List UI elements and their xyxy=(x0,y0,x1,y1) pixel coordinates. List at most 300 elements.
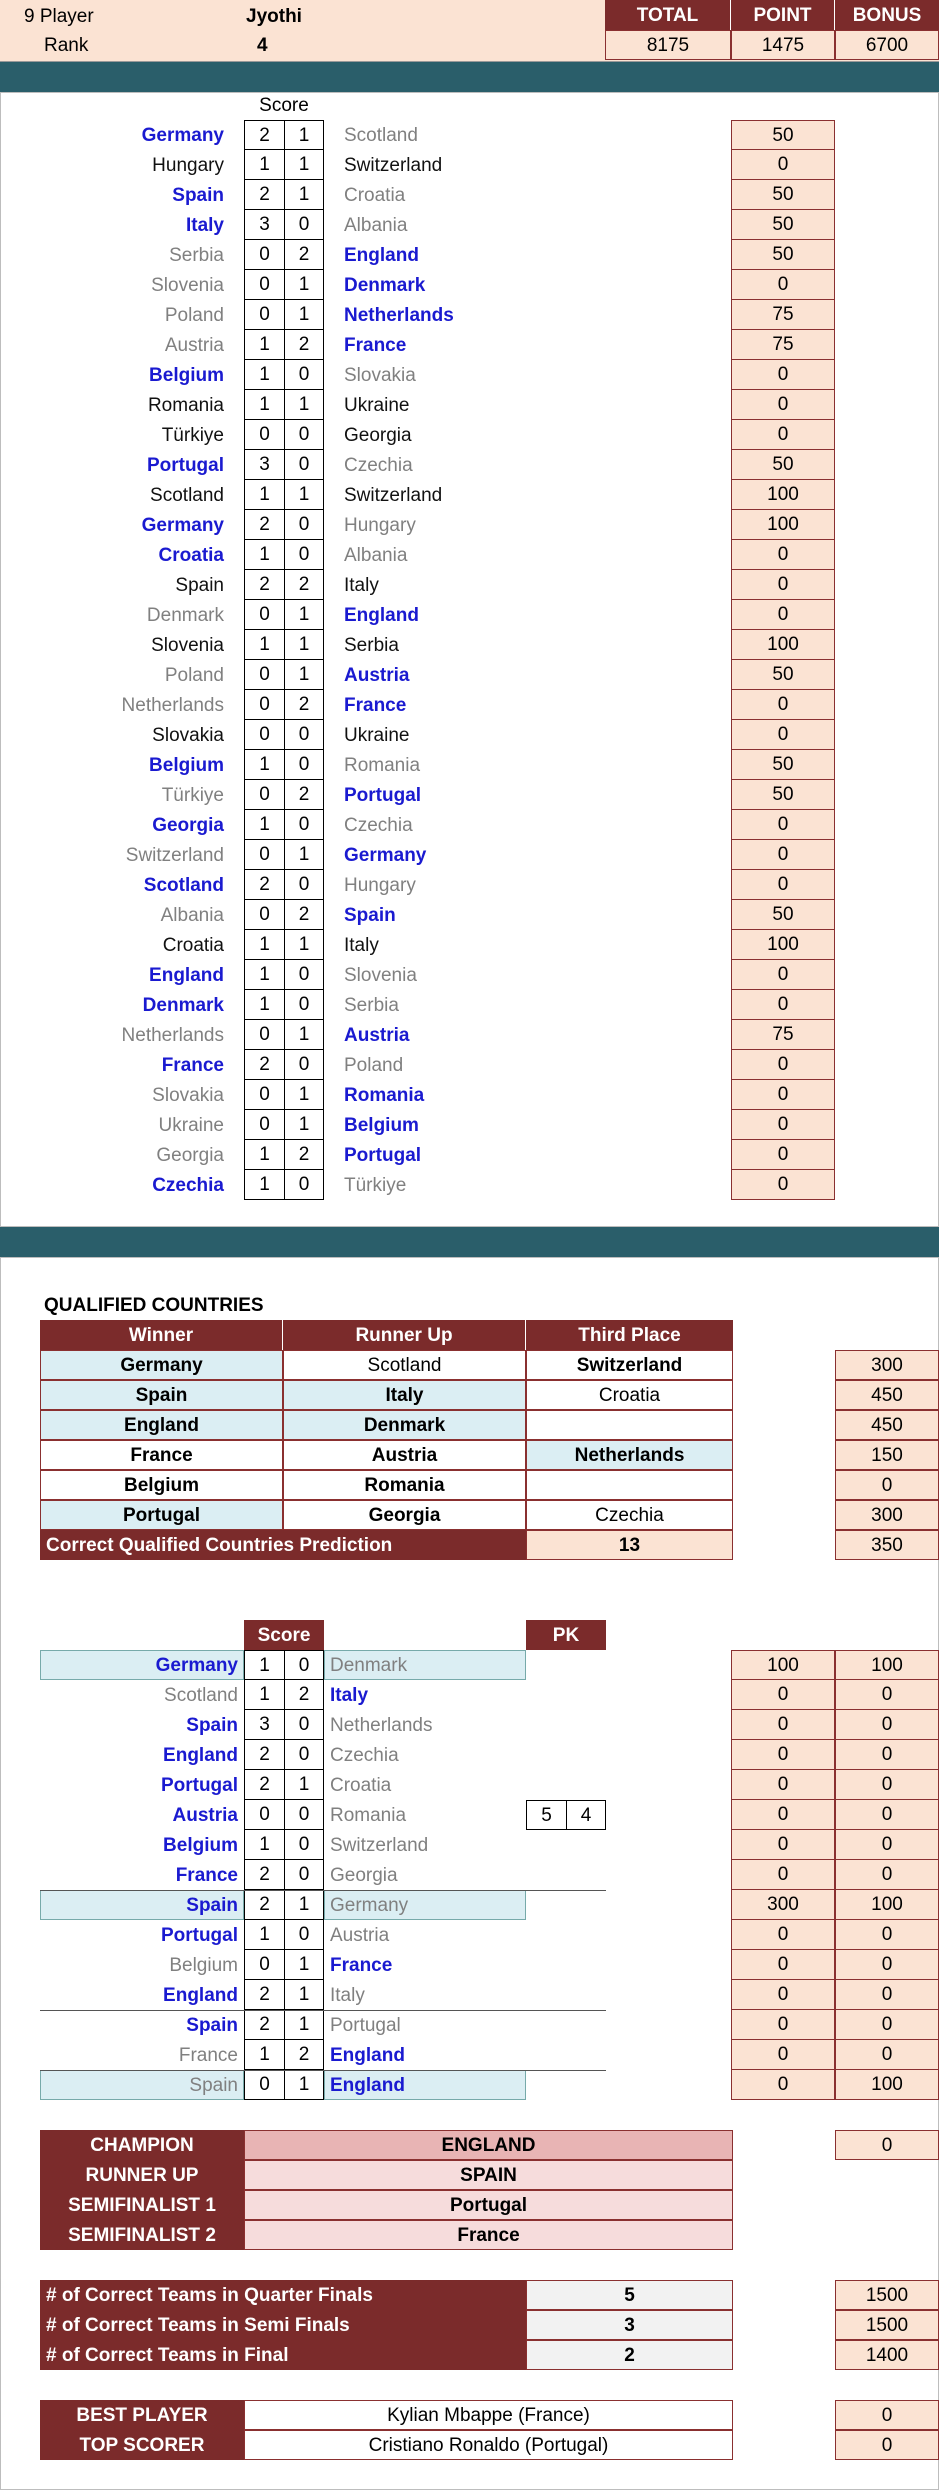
group-home-team: Denmark xyxy=(146,604,224,626)
group-home-score: 0 xyxy=(244,840,284,870)
qf-correct-value: 5 xyxy=(526,2280,733,2310)
group-away-team: Portugal xyxy=(344,1144,422,1166)
group-home-score: 0 xyxy=(244,420,284,450)
group-home-score: 0 xyxy=(244,1020,284,1050)
best-player-points: 0 xyxy=(835,2400,939,2430)
knockout-home-team: Spain xyxy=(186,2014,238,2036)
knockout-home-team: Portugal xyxy=(160,1774,238,1796)
sf-correct-value: 3 xyxy=(526,2310,733,2340)
knockout-home-team: Austria xyxy=(172,1804,238,1826)
qualified-runner-up: Scotland xyxy=(283,1350,526,1380)
knockout-match-points: 0 xyxy=(731,1680,835,1710)
group-match-points: 50 xyxy=(731,780,835,810)
group-away-score: 0 xyxy=(284,1050,324,1080)
group-home-score: 0 xyxy=(244,1110,284,1140)
group-away-score: 0 xyxy=(284,360,324,390)
group-away-score: 1 xyxy=(284,180,324,210)
group-away-score: 2 xyxy=(284,570,324,600)
knockout-away-team: France xyxy=(330,1954,393,1976)
knockout-away-score: 0 xyxy=(284,1800,324,1830)
knockout-pk-header: PK xyxy=(526,1620,606,1650)
group-home-score: 1 xyxy=(244,1170,284,1200)
group-home-team: Spain xyxy=(175,574,224,596)
qualified-row-points: 0 xyxy=(835,1470,939,1500)
qualified-winner: Belgium xyxy=(40,1470,283,1500)
qualified-winner: Spain xyxy=(40,1380,283,1410)
group-match-points: 0 xyxy=(731,1050,835,1080)
group-away-score: 0 xyxy=(284,420,324,450)
group-home-team: Türkiye xyxy=(161,424,224,446)
knockout-away-team: Italy xyxy=(330,1684,369,1706)
group-match-points: 50 xyxy=(731,210,835,240)
qualified-runner-up: Georgia xyxy=(283,1500,526,1530)
group-home-team: Ukraine xyxy=(158,1114,224,1136)
group-away-score: 1 xyxy=(284,120,324,150)
group-match-points: 75 xyxy=(731,300,835,330)
group-home-score: 1 xyxy=(244,480,284,510)
group-home-score: 2 xyxy=(244,570,284,600)
group-home-team: Hungary xyxy=(152,154,224,176)
knockout-away-team: Croatia xyxy=(330,1774,392,1796)
section-divider-middle xyxy=(0,1227,939,1257)
knockout-match-points: 0 xyxy=(731,1800,835,1830)
knockout-away-score: 2 xyxy=(284,2040,324,2070)
group-home-team: Scotland xyxy=(150,484,224,506)
rank-value: 4 xyxy=(257,34,268,56)
group-away-score: 1 xyxy=(284,660,324,690)
group-match-points: 0 xyxy=(731,960,835,990)
knockout-home-team: England xyxy=(163,1744,238,1766)
group-home-team: Belgium xyxy=(149,754,224,776)
semifinalist-1-value: Portugal xyxy=(244,2190,733,2220)
knockout-score-header: Score xyxy=(244,1620,324,1650)
group-home-score: 1 xyxy=(244,390,284,420)
group-away-team: Croatia xyxy=(344,184,406,206)
knockout-home-score: 2 xyxy=(244,1860,284,1890)
knockout-away-score: 2 xyxy=(284,1680,324,1710)
knockout-match-points: 0 xyxy=(731,1920,835,1950)
group-home-team: Slovakia xyxy=(152,1084,224,1106)
knockout-away-score: 0 xyxy=(284,1830,324,1860)
qualified-winner: Portugal xyxy=(40,1500,283,1530)
group-home-score: 0 xyxy=(244,780,284,810)
player-label: 9 Player xyxy=(24,5,94,27)
group-match-points: 100 xyxy=(731,930,835,960)
knockout-away-team: Denmark xyxy=(330,1654,408,1676)
runner-up-label: RUNNER UP xyxy=(40,2160,244,2190)
knockout-home-team: Germany xyxy=(155,1654,238,1676)
semifinalist-2-label: SEMIFINALIST 2 xyxy=(40,2220,244,2250)
knockout-away-team: Romania xyxy=(330,1804,407,1826)
knockout-match-bonus: 0 xyxy=(835,1950,939,1980)
knockout-match-bonus: 0 xyxy=(835,1710,939,1740)
group-home-team: Germany xyxy=(141,124,224,146)
knockout-home-score: 2 xyxy=(244,1740,284,1770)
group-away-team: Austria xyxy=(344,1024,410,1046)
group-match-points: 0 xyxy=(731,150,835,180)
group-home-team: Austria xyxy=(164,334,224,356)
knockout-pk-home: 5 xyxy=(526,1800,566,1830)
group-home-team: Georgia xyxy=(152,814,224,836)
group-away-team: Italy xyxy=(344,934,379,956)
group-away-score: 1 xyxy=(284,1020,324,1050)
group-away-score: 0 xyxy=(284,990,324,1020)
group-home-score: 0 xyxy=(244,660,284,690)
group-home-score: 1 xyxy=(244,930,284,960)
qualified-winner: France xyxy=(40,1440,283,1470)
group-match-points: 50 xyxy=(731,120,835,150)
knockout-match-bonus: 0 xyxy=(835,2040,939,2070)
group-home-score: 1 xyxy=(244,810,284,840)
knockout-home-team: Belgium xyxy=(169,1954,238,1976)
group-home-score: 2 xyxy=(244,180,284,210)
group-away-score: 1 xyxy=(284,840,324,870)
group-away-score: 1 xyxy=(284,390,324,420)
group-match-points: 0 xyxy=(731,1170,835,1200)
group-home-score: 0 xyxy=(244,690,284,720)
group-home-score: 0 xyxy=(244,600,284,630)
rank-label: Rank xyxy=(44,34,89,56)
group-away-score: 2 xyxy=(284,690,324,720)
group-home-score: 0 xyxy=(244,900,284,930)
knockout-match-bonus: 100 xyxy=(835,1890,939,1920)
group-home-team: Slovenia xyxy=(151,274,224,296)
knockout-away-score: 0 xyxy=(284,1650,324,1680)
qualified-runner-up: Romania xyxy=(283,1470,526,1500)
group-home-score: 1 xyxy=(244,990,284,1020)
knockout-match-points: 0 xyxy=(731,1860,835,1890)
top-scorer-points: 0 xyxy=(835,2430,939,2460)
final-correct-label: # of Correct Teams in Final xyxy=(40,2340,526,2370)
section-divider-top xyxy=(0,62,939,92)
knockout-away-score: 1 xyxy=(284,2070,324,2100)
group-away-score: 2 xyxy=(284,330,324,360)
group-home-team: Denmark xyxy=(142,994,224,1016)
group-home-team: Poland xyxy=(164,304,224,326)
knockout-home-score: 1 xyxy=(244,1830,284,1860)
group-away-score: 1 xyxy=(284,930,324,960)
group-away-team: Scotland xyxy=(344,124,418,146)
group-match-points: 0 xyxy=(731,420,835,450)
knockout-match-points: 0 xyxy=(731,2070,835,2100)
knockout-away-team: Italy xyxy=(330,1984,365,2006)
group-home-team: Czechia xyxy=(152,1174,224,1196)
player-name: Jyothi xyxy=(246,5,302,27)
group-away-score: 0 xyxy=(284,870,324,900)
group-home-team: Croatia xyxy=(158,544,224,566)
knockout-home-score: 1 xyxy=(244,1920,284,1950)
group-match-points: 0 xyxy=(731,390,835,420)
knockout-home-score: 2 xyxy=(244,1770,284,1800)
group-home-team: England xyxy=(149,964,224,986)
group-match-points: 0 xyxy=(731,540,835,570)
group-home-score: 1 xyxy=(244,750,284,780)
correct-qualified-label: Correct Qualified Countries Prediction xyxy=(40,1530,526,1560)
qualified-row-points: 150 xyxy=(835,1440,939,1470)
qualified-row-points: 450 xyxy=(835,1410,939,1440)
group-match-points: 50 xyxy=(731,750,835,780)
group-score-label: Score xyxy=(259,94,309,116)
knockout-home-team: France xyxy=(175,1864,238,1886)
group-home-team: Portugal xyxy=(146,454,224,476)
group-home-score: 1 xyxy=(244,630,284,660)
group-match-points: 0 xyxy=(731,690,835,720)
group-match-points: 50 xyxy=(731,660,835,690)
group-home-team: Serbia xyxy=(169,244,224,266)
group-match-points: 0 xyxy=(731,600,835,630)
group-home-team: Slovakia xyxy=(152,724,224,746)
qualified-runner-up: Austria xyxy=(283,1440,526,1470)
knockout-match-bonus: 0 xyxy=(835,1830,939,1860)
knockout-match-bonus: 0 xyxy=(835,1920,939,1950)
group-home-score: 1 xyxy=(244,540,284,570)
knockout-match-bonus: 0 xyxy=(835,2010,939,2040)
knockout-home-team: Portugal xyxy=(160,1924,238,1946)
group-home-team: Germany xyxy=(141,514,224,536)
group-match-points: 0 xyxy=(731,840,835,870)
final-correct-points: 1400 xyxy=(835,2340,939,2370)
group-match-points: 0 xyxy=(731,1110,835,1140)
group-away-team: Ukraine xyxy=(344,724,410,746)
knockout-away-team: England xyxy=(330,2074,405,2096)
group-home-team: Switzerland xyxy=(125,844,224,866)
group-away-score: 1 xyxy=(284,630,324,660)
runner-up-value: SPAIN xyxy=(244,2160,733,2190)
knockout-away-score: 1 xyxy=(284,1770,324,1800)
group-home-team: Slovenia xyxy=(151,634,224,656)
group-away-score: 1 xyxy=(284,1110,324,1140)
knockout-match-points: 0 xyxy=(731,2040,835,2070)
qualified-col-third: Third Place xyxy=(526,1320,733,1350)
group-away-team: Georgia xyxy=(344,424,412,446)
knockout-match-points: 100 xyxy=(731,1650,835,1680)
group-away-team: Hungary xyxy=(344,874,416,896)
semifinalist-2-value: France xyxy=(244,2220,733,2250)
champion-label: CHAMPION xyxy=(40,2130,244,2160)
knockout-home-team: Scotland xyxy=(164,1684,238,1706)
knockout-home-score: 1 xyxy=(244,1680,284,1710)
knockout-home-score: 2 xyxy=(244,1980,284,2010)
knockout-match-points: 0 xyxy=(731,1950,835,1980)
group-away-team: Switzerland xyxy=(344,484,443,506)
group-match-points: 0 xyxy=(731,810,835,840)
qualified-third-place: Switzerland xyxy=(526,1350,733,1380)
group-away-team: Romania xyxy=(344,1084,425,1106)
group-match-points: 75 xyxy=(731,1020,835,1050)
knockout-away-score: 0 xyxy=(284,1860,324,1890)
knockout-home-score: 0 xyxy=(244,2070,284,2100)
knockout-round-separator xyxy=(40,2010,606,2011)
semifinalist-1-label: SEMIFINALIST 1 xyxy=(40,2190,244,2220)
group-away-team: Spain xyxy=(344,904,396,926)
group-away-score: 1 xyxy=(284,150,324,180)
group-match-points: 0 xyxy=(731,990,835,1020)
knockout-away-score: 0 xyxy=(284,1740,324,1770)
group-home-team: France xyxy=(161,1054,224,1076)
knockout-match-points: 0 xyxy=(731,1770,835,1800)
knockout-away-team: Czechia xyxy=(330,1744,399,1766)
group-home-score: 0 xyxy=(244,1080,284,1110)
group-match-points: 50 xyxy=(731,240,835,270)
knockout-home-team: Spain xyxy=(189,2074,238,2096)
knockout-match-points: 0 xyxy=(731,1710,835,1740)
group-away-team: Netherlands xyxy=(344,304,454,326)
qualified-row-points: 300 xyxy=(835,1500,939,1530)
group-match-points: 100 xyxy=(731,510,835,540)
group-away-team: England xyxy=(344,604,419,626)
group-away-score: 0 xyxy=(284,750,324,780)
knockout-away-score: 1 xyxy=(284,2010,324,2040)
group-away-team: Romania xyxy=(344,754,421,776)
knockout-match-bonus: 100 xyxy=(835,1650,939,1680)
group-match-points: 50 xyxy=(731,450,835,480)
group-away-team: Serbia xyxy=(344,634,399,656)
knockout-round-separator xyxy=(40,1890,606,1891)
group-home-score: 0 xyxy=(244,300,284,330)
sf-correct-label: # of Correct Teams in Semi Finals xyxy=(40,2310,526,2340)
group-match-points: 75 xyxy=(731,330,835,360)
group-match-points: 0 xyxy=(731,360,835,390)
knockout-away-score: 0 xyxy=(284,1920,324,1950)
top-scorer-value: Cristiano Ronaldo (Portugal) xyxy=(244,2430,733,2460)
knockout-home-score: 3 xyxy=(244,1710,284,1740)
qualified-third-place xyxy=(526,1470,733,1500)
qualified-row-points: 300 xyxy=(835,1350,939,1380)
group-away-score: 0 xyxy=(284,450,324,480)
group-away-score: 0 xyxy=(284,720,324,750)
knockout-match-points: 300 xyxy=(731,1890,835,1920)
group-home-score: 1 xyxy=(244,960,284,990)
knockout-pk-away: 4 xyxy=(566,1800,606,1830)
knockout-match-bonus: 0 xyxy=(835,1860,939,1890)
group-home-score: 3 xyxy=(244,450,284,480)
group-away-score: 2 xyxy=(284,780,324,810)
knockout-away-score: 0 xyxy=(284,1710,324,1740)
bonus-value: 6700 xyxy=(835,30,939,60)
group-home-team: Türkiye xyxy=(161,784,224,806)
knockout-away-team: England xyxy=(330,2044,405,2066)
group-away-score: 0 xyxy=(284,210,324,240)
best-player-label: BEST PLAYER xyxy=(40,2400,244,2430)
total-header: TOTAL xyxy=(605,0,731,30)
group-away-team: Poland xyxy=(344,1054,404,1076)
group-home-score: 0 xyxy=(244,240,284,270)
knockout-home-score: 2 xyxy=(244,1890,284,1920)
top-scorer-label: TOP SCORER xyxy=(40,2430,244,2460)
group-home-team: Albania xyxy=(160,904,224,926)
group-away-team: Ukraine xyxy=(344,394,410,416)
group-home-team: Netherlands xyxy=(121,1024,224,1046)
knockout-home-score: 1 xyxy=(244,2040,284,2070)
group-home-team: Netherlands xyxy=(121,694,224,716)
correct-qualified-points: 350 xyxy=(835,1530,939,1560)
group-away-team: Germany xyxy=(344,844,427,866)
group-away-score: 0 xyxy=(284,960,324,990)
knockout-away-team: Austria xyxy=(330,1924,390,1946)
qualified-winner: England xyxy=(40,1410,283,1440)
group-match-points: 0 xyxy=(731,570,835,600)
knockout-away-team: Georgia xyxy=(330,1864,398,1886)
knockout-match-points: 0 xyxy=(731,1980,835,2010)
champion-points: 0 xyxy=(835,2130,939,2160)
point-header: POINT xyxy=(731,0,835,30)
knockout-match-bonus: 100 xyxy=(835,2070,939,2100)
group-home-team: Croatia xyxy=(162,934,224,956)
group-away-team: Czechia xyxy=(344,814,413,836)
group-home-score: 2 xyxy=(244,870,284,900)
qualified-col-runner: Runner Up xyxy=(283,1320,526,1350)
group-home-team: Poland xyxy=(164,664,224,686)
knockout-round-separator xyxy=(40,2070,606,2071)
qualified-third-place: Czechia xyxy=(526,1500,733,1530)
final-correct-value: 2 xyxy=(526,2340,733,2370)
knockout-home-score: 0 xyxy=(244,1950,284,1980)
group-home-score: 2 xyxy=(244,510,284,540)
knockout-away-team: Netherlands xyxy=(330,1714,433,1736)
group-match-points: 0 xyxy=(731,1140,835,1170)
group-away-score: 1 xyxy=(284,480,324,510)
knockout-match-points: 0 xyxy=(731,2010,835,2040)
group-away-team: Serbia xyxy=(344,994,399,1016)
group-away-score: 2 xyxy=(284,240,324,270)
group-home-score: 1 xyxy=(244,360,284,390)
group-home-score: 3 xyxy=(244,210,284,240)
group-away-team: Austria xyxy=(344,664,410,686)
group-away-score: 1 xyxy=(284,270,324,300)
group-match-points: 0 xyxy=(731,720,835,750)
knockout-match-points: 0 xyxy=(731,1830,835,1860)
knockout-away-team: Switzerland xyxy=(330,1834,429,1856)
group-away-score: 1 xyxy=(284,600,324,630)
point-value: 1475 xyxy=(731,30,835,60)
qualified-winner: Germany xyxy=(40,1350,283,1380)
group-home-score: 0 xyxy=(244,720,284,750)
knockout-home-score: 1 xyxy=(244,1650,284,1680)
knockout-home-team: England xyxy=(163,1984,238,2006)
qf-correct-points: 1500 xyxy=(835,2280,939,2310)
group-away-score: 0 xyxy=(284,810,324,840)
group-away-team: Slovakia xyxy=(344,364,416,386)
group-match-points: 50 xyxy=(731,900,835,930)
group-match-points: 0 xyxy=(731,1080,835,1110)
group-away-team: Switzerland xyxy=(344,154,443,176)
knockout-home-score: 2 xyxy=(244,2010,284,2040)
group-away-team: Hungary xyxy=(344,514,416,536)
qualified-title: QUALIFIED COUNTRIES xyxy=(44,1294,264,1316)
qualified-runner-up: Italy xyxy=(283,1380,526,1410)
knockout-home-team: France xyxy=(178,2044,238,2066)
group-away-team: Belgium xyxy=(344,1114,419,1136)
knockout-home-team: Spain xyxy=(186,1894,238,1916)
group-away-score: 2 xyxy=(284,1140,324,1170)
champion-value: ENGLAND xyxy=(244,2130,733,2160)
best-player-value: Kylian Mbappe (France) xyxy=(244,2400,733,2430)
group-home-team: Scotland xyxy=(143,874,224,896)
group-home-team: Spain xyxy=(172,184,224,206)
group-away-score: 1 xyxy=(284,1080,324,1110)
qualified-third-place: Netherlands xyxy=(526,1440,733,1470)
group-home-team: Georgia xyxy=(156,1144,224,1166)
knockout-match-bonus: 0 xyxy=(835,1740,939,1770)
group-home-score: 1 xyxy=(244,1140,284,1170)
knockout-home-team: Belgium xyxy=(163,1834,238,1856)
group-away-score: 0 xyxy=(284,540,324,570)
group-home-team: Belgium xyxy=(149,364,224,386)
group-home-score: 2 xyxy=(244,1050,284,1080)
qualified-third-place: Croatia xyxy=(526,1380,733,1410)
knockout-home-score: 0 xyxy=(244,1800,284,1830)
knockout-away-score: 1 xyxy=(284,1980,324,2010)
